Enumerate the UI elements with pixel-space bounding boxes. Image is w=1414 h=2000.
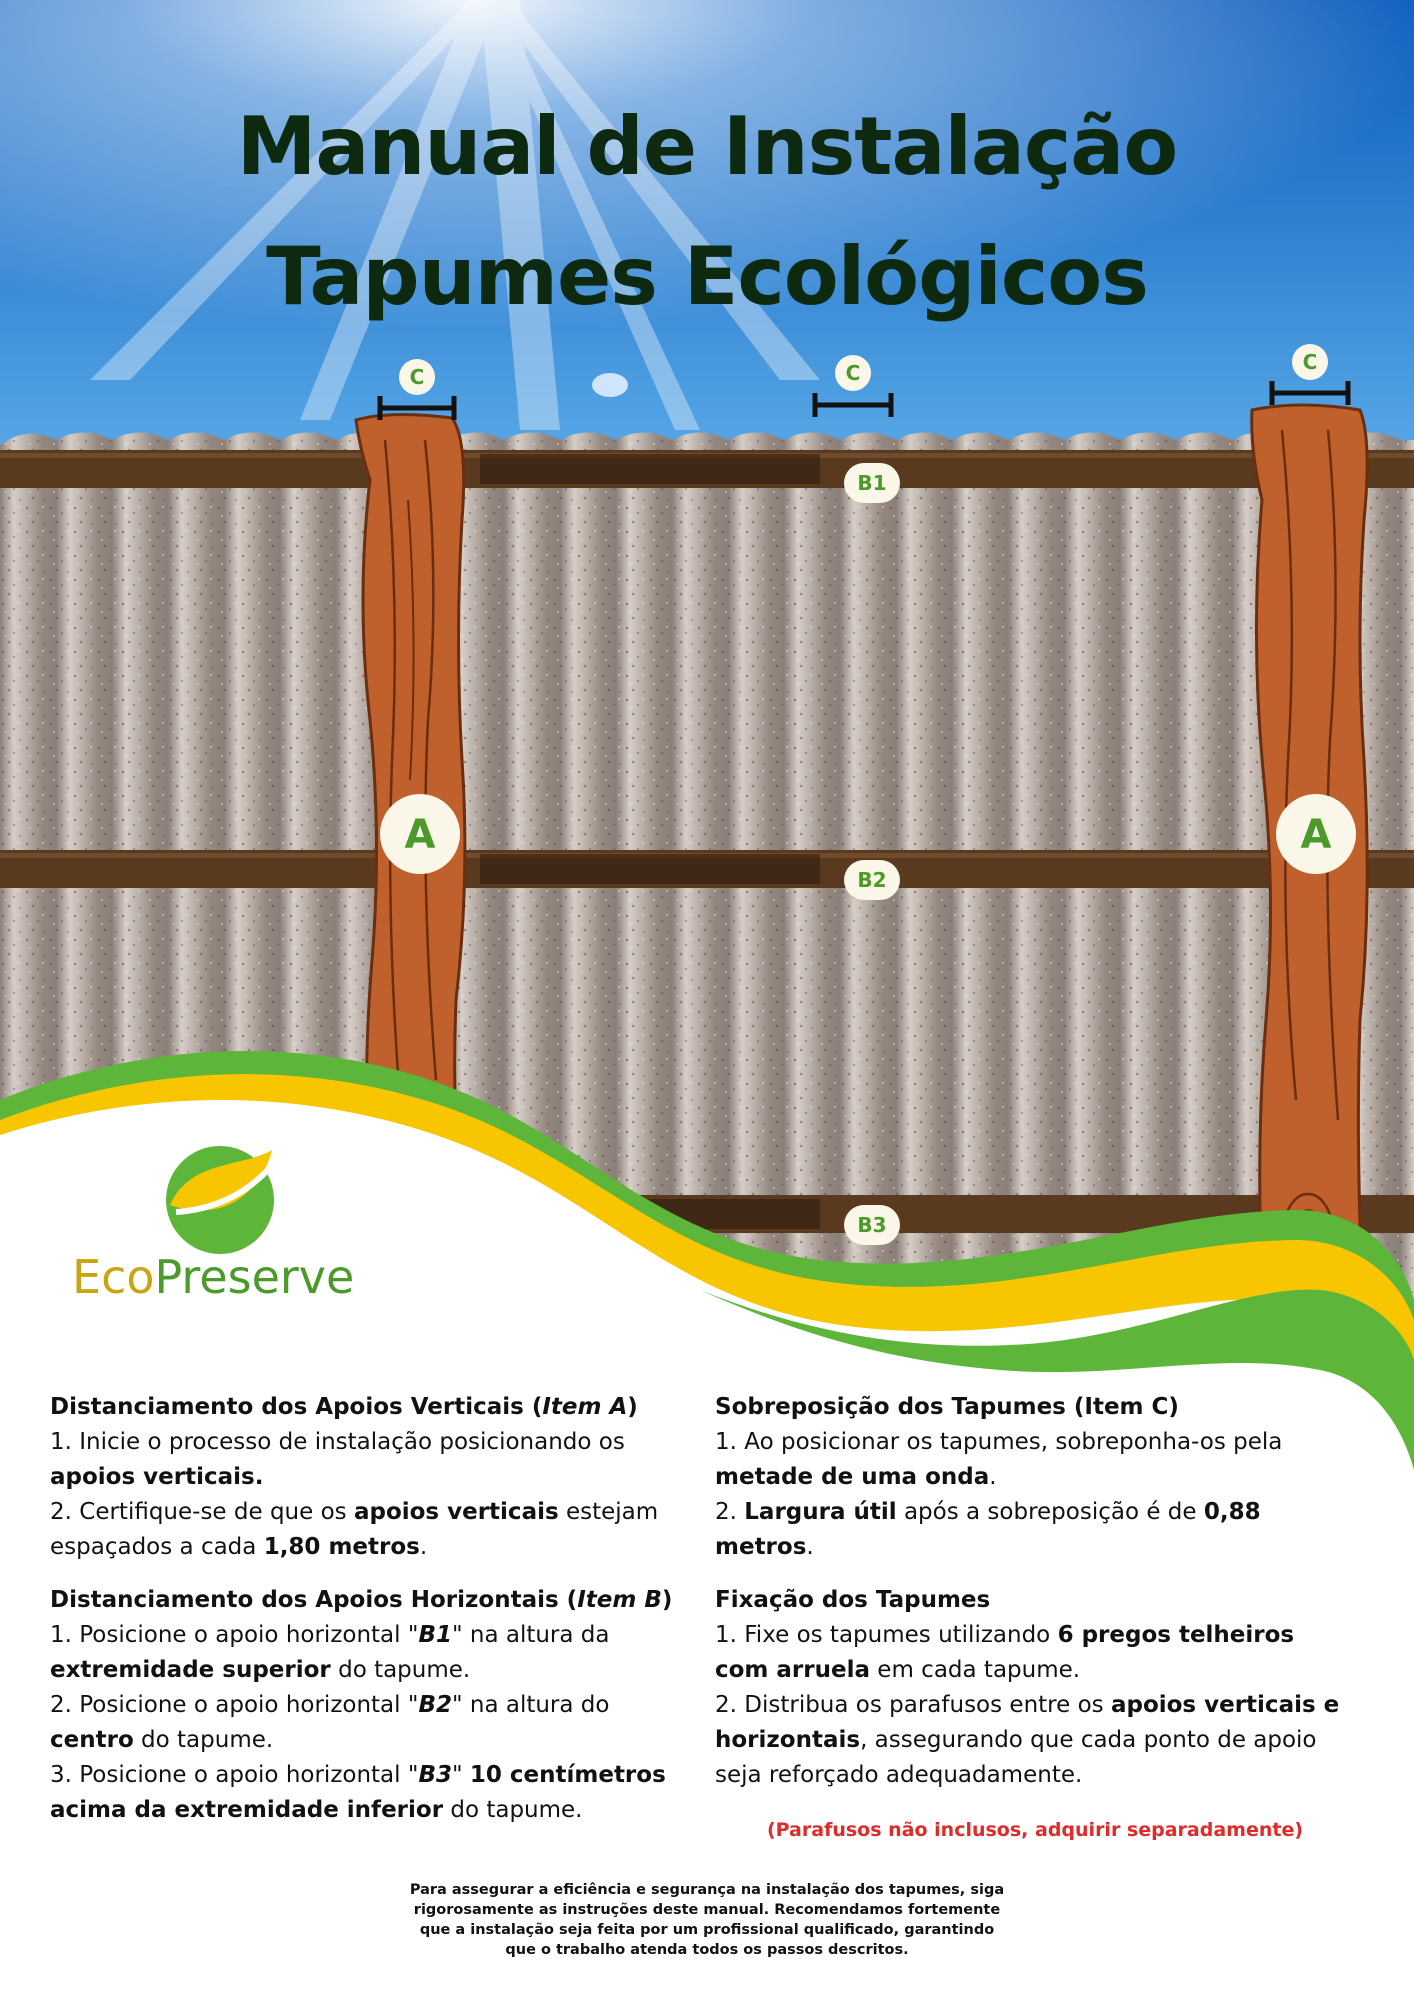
section-fixing-heading: Fixação dos Tapumes bbox=[715, 1587, 991, 1613]
section-vertical-heading: Distanciamento dos Apoios Verticais (Item A) bbox=[50, 1394, 638, 1420]
fixing-step-1: 1. Fixe os tapumes utilizando 6 pregos telheiros com arruela em cada tapume. bbox=[715, 1622, 1295, 1683]
vertical-step-2: 2. Certifique-se de que os apoios verticais estejam espaçados a cada 1,80 metros. bbox=[50, 1499, 659, 1560]
section-fixing bbox=[715, 1583, 1355, 1793]
svg-text:B1: B1 bbox=[857, 471, 887, 495]
label-a-left bbox=[380, 794, 460, 874]
section-vertical bbox=[50, 1390, 680, 1565]
svg-text:C: C bbox=[1302, 350, 1318, 374]
brand-name bbox=[72, 1250, 372, 1304]
svg-text:B3: B3 bbox=[857, 1213, 887, 1237]
horizontal-step-2: 2. Posicione o apoio horizontal "B2" na altura do centro do tapume. bbox=[50, 1692, 610, 1753]
label-b2 bbox=[844, 860, 900, 900]
screws-not-included-note: (Parafusos não inclusos, adquirir separadamente) bbox=[766, 1819, 1304, 1841]
left-column bbox=[50, 1390, 680, 1846]
svg-text:A: A bbox=[404, 812, 436, 858]
vertical-step-1: 1. Inicie o processo de instalação posicionando os apoios verticais. bbox=[50, 1429, 625, 1490]
label-c-3 bbox=[1292, 344, 1328, 380]
page-title-line2: Tapumes Ecológicos bbox=[266, 230, 1148, 323]
lens-flare bbox=[592, 373, 628, 397]
label-a-right bbox=[1276, 794, 1356, 874]
svg-text:C: C bbox=[409, 365, 425, 389]
label-c-1 bbox=[399, 359, 435, 395]
brand-preserve: Preserve bbox=[154, 1250, 355, 1304]
overlap-step-1: 1. Ao posicionar os tapumes, sobreponha-os pela metade de uma onda. bbox=[715, 1429, 1283, 1490]
overlap-step-2: 2. Largura útil após a sobreposição é de 0,88 metros. bbox=[715, 1499, 1261, 1560]
svg-text:C: C bbox=[845, 361, 861, 385]
section-overlap bbox=[715, 1390, 1355, 1565]
fixing-step-2: 2. Distribua os parafusos entre os apoios verticais e horizontais, assegurando que cada ponto de apoio seja reforçado adequadamente. bbox=[715, 1692, 1340, 1788]
svg-text:A: A bbox=[1300, 812, 1332, 858]
section-overlap-heading: Sobreposição dos Tapumes (Item C) bbox=[715, 1394, 1179, 1420]
section-horizontal bbox=[50, 1583, 680, 1828]
section-horizontal-heading: Distanciamento dos Apoios Horizontais (Item B) bbox=[50, 1587, 673, 1613]
brand-eco: Eco bbox=[72, 1250, 155, 1304]
horizontal-step-1: 1. Posicione o apoio horizontal "B1" na altura da extremidade superior do tapume. bbox=[50, 1622, 610, 1683]
leaf-logo-icon bbox=[166, 1146, 274, 1254]
label-b3 bbox=[844, 1205, 900, 1245]
right-column bbox=[715, 1390, 1355, 1843]
label-b1 bbox=[844, 463, 900, 503]
svg-text:B2: B2 bbox=[857, 868, 887, 892]
label-c-2 bbox=[835, 355, 871, 391]
horizontal-step-3: 3. Posicione o apoio horizontal "B3" 10 centímetros acima da extremidade inferior do tapume. bbox=[50, 1762, 666, 1823]
footer-disclaimer: Para assegurar a eficiência e segurança na instalação dos tapumes, siga rigorosamente as instruções deste manual. Recomendamos fortemente que a instalação seja feita por um profissional qualificado, garantindo que o trabalho atenda todos os passos descritos. bbox=[409, 1882, 1005, 1958]
page-title-line1: Manual de Instalação bbox=[236, 100, 1178, 193]
